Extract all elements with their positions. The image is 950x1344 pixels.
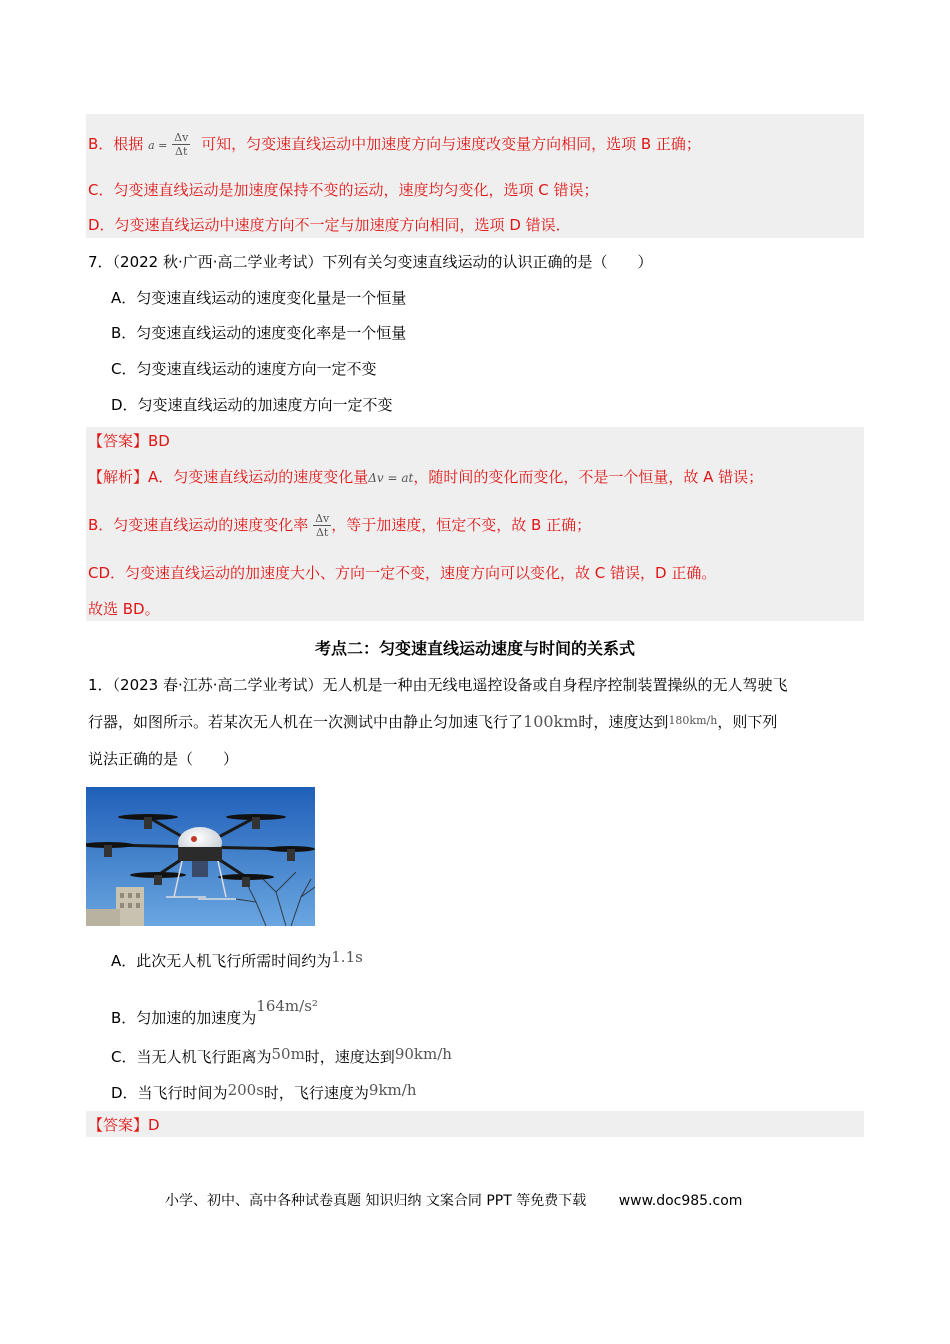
- analysis-option-b: B．根据 a = $\frac{\Delta v}{\Delta t}$ 可知，匀变速直线运动中加速度方向与速度改变量方向相同，选项 B 正确；: [88, 131, 701, 158]
- question-7-stem: 7．（2022 秋·广西·高二学业考试）下列有关匀变速直线运动的认识正确的是（ ）: [88, 253, 653, 271]
- footer-url[interactable]: www.doc985.com: [618, 1193, 743, 1209]
- question-1-option-c: C．当无人机飞行距离为50m时，速度达到90km/h: [111, 1045, 452, 1066]
- footer-text: 小学、初中、高中各种试卷真题 知识归纳 文案合同 PPT 等免费下载: [165, 1193, 587, 1209]
- question-7-answer: 【答案】BD: [88, 432, 170, 450]
- question-1-stem-line3: 说法正确的是（ ）: [88, 750, 239, 768]
- analysis-option-d: D．匀变速直线运动中速度方向不一定与加速度方向相同，选项 D 错误．: [88, 216, 571, 234]
- question-7-analysis-b: B．匀变速直线运动的速度变化率 $\frac{\Delta v}{\Delta t}$ ，等于加速度，恒定不变，故 B 正确；: [88, 512, 592, 539]
- analysis-option-c: C．匀变速直线运动是加速度保持不变的运动，速度均匀变化，选项 C 错误；: [88, 181, 599, 199]
- question-7-option-d: D．匀变速直线运动的加速度方向一定不变: [111, 396, 393, 414]
- answer-box-question-1: [86, 1111, 864, 1137]
- question-7-option-a: A．匀变速直线运动的速度变化量是一个恒量: [111, 289, 407, 307]
- question-1-option-a: A．此次无人机飞行所需时间约为1.1s: [111, 948, 363, 970]
- drone-photo: [86, 787, 315, 926]
- value-100km: 100km: [523, 712, 579, 731]
- formula-rate-of-change: $\frac{\Delta v}{\Delta t}$: [315, 512, 330, 539]
- formula-a: a =: [148, 139, 168, 152]
- question-1-stem-line2: 行器，如图所示。若某次无人机在一次测试中由静止匀加速飞行了100km时，速度达到$^{180km/h}$，则下列: [88, 712, 778, 731]
- question-1-option-b: B．匀加速的加速度为164m/s²: [111, 997, 318, 1027]
- section-title: 考点二：匀变速直线运动速度与时间的关系式: [314, 639, 635, 658]
- page-footer: [165, 1190, 742, 1210]
- question-7-option-b: B．匀变速直线运动的速度变化率是一个恒量: [111, 324, 407, 342]
- question-1-option-d: D．当飞行时间为200s时，飞行速度为9km/h: [111, 1081, 417, 1102]
- formula-delta-v-equals-at: Δv = at: [368, 471, 414, 485]
- formula-delta-v-over-delta-t: $\frac{\Delta v}{\Delta t}$: [174, 131, 189, 158]
- question-7-analysis-a: 【解析】A．匀变速直线运动的速度变化量Δv = at，随时间的变化而变化，不是一个恒量，故 A 错误；: [88, 468, 764, 486]
- question-7-analysis-cd: CD．匀变速直线运动的加速度大小、方向一定不变，速度方向可以变化，故 C 错误，D 正确。: [88, 564, 717, 582]
- question-1-stem-line1: 1．（2023 春·江苏·高二学业考试）无人机是一种由无线电遥控设备或自身程序控制装置操纵的无人驾驶飞: [88, 676, 788, 694]
- question-7-option-c: C．匀变速直线运动的速度方向一定不变: [111, 360, 377, 378]
- value-180kmh: 180km/h: [668, 714, 718, 727]
- question-1-answer: 【答案】D: [88, 1116, 160, 1134]
- question-7-conclusion: 故选 BD。: [88, 600, 160, 618]
